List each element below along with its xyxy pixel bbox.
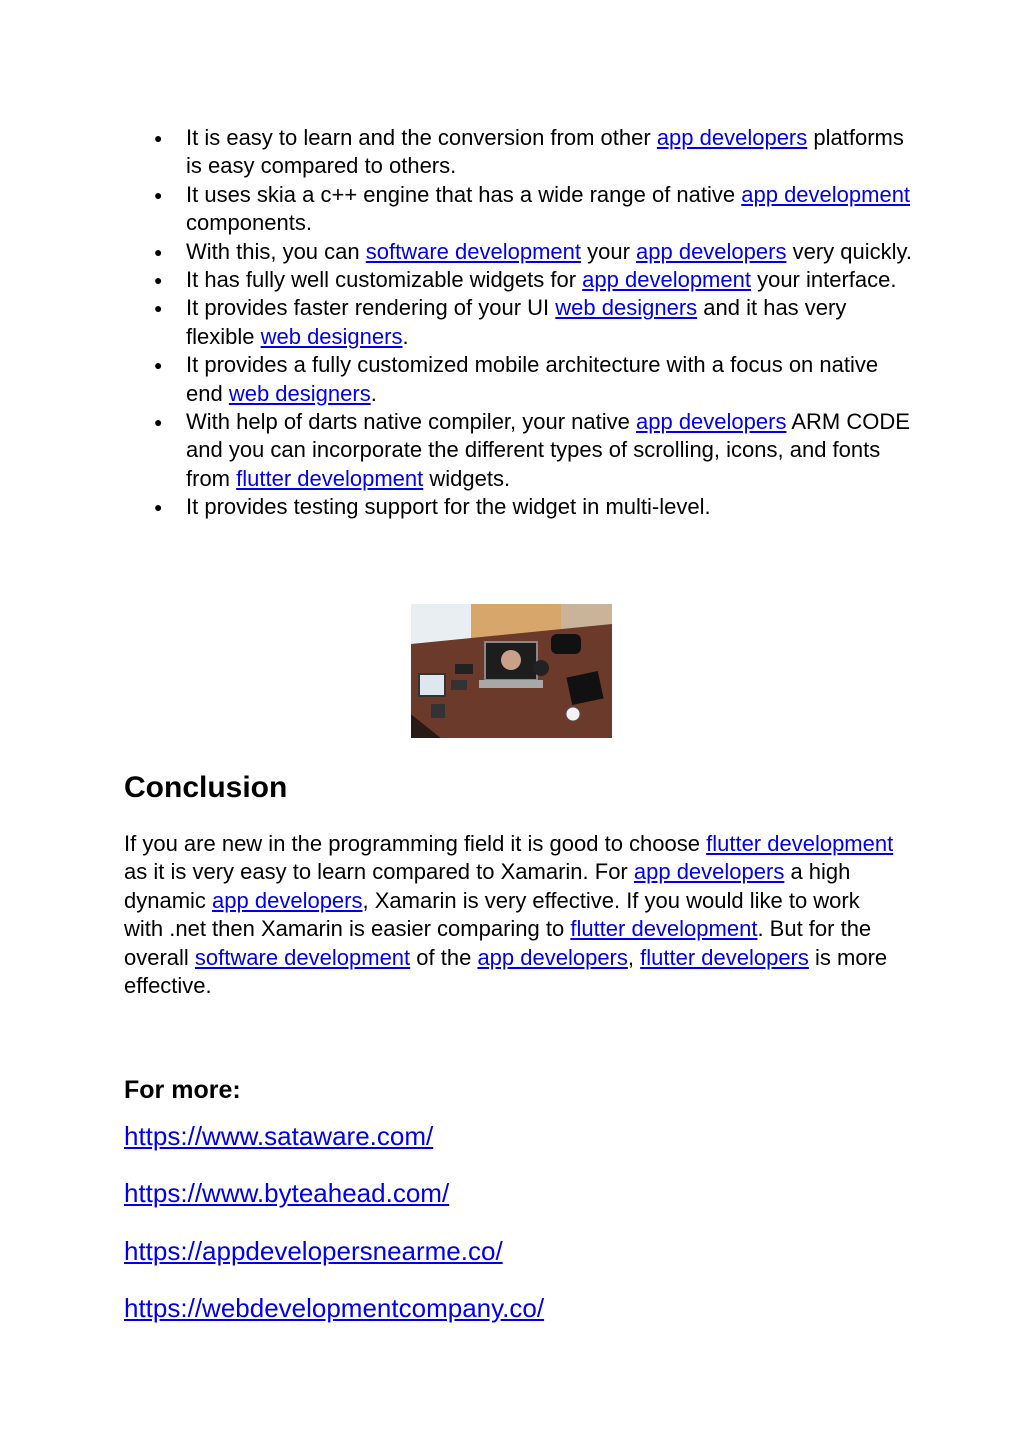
reference-link[interactable]: https://appdevelopersnearme.co/ [124, 1235, 503, 1266]
bullet-item [154, 181, 914, 238]
text-run: is more effective. [124, 944, 888, 999]
text-run: With help of darts native compiler, your native [186, 409, 636, 435]
reference-link-item [124, 1118, 544, 1175]
text-run: widgets. [423, 465, 511, 491]
text-run: , [627, 944, 641, 970]
text-run: platforms is easy compared to others. [186, 125, 904, 179]
link-flutter-development[interactable]: flutter development [706, 831, 894, 856]
text-run: It uses skia a c++ engine that has a wide range of native [186, 181, 742, 207]
link-flutter-development[interactable]: flutter development [570, 916, 758, 942]
bullet-dot-icon: ● [154, 414, 163, 431]
link-app-development[interactable]: app development [741, 181, 911, 207]
link-flutter-developers[interactable]: flutter developers [640, 944, 809, 970]
reference-link[interactable]: https://www.sataware.com/ [124, 1121, 434, 1151]
text-run: If you are new in the programming field it is good to choose [124, 831, 707, 856]
link-app-developers[interactable]: app developers [636, 238, 787, 264]
reference-link-item [124, 1233, 544, 1290]
bullet-item [154, 408, 914, 493]
text-run: very quickly. [786, 238, 912, 264]
text-run: and it has very flexible [186, 295, 847, 349]
text-run: It provides a fully customized mobile architecture with a focus on native end [186, 352, 879, 406]
link-web-designers[interactable]: web designers [260, 323, 403, 349]
text-run: of the [410, 944, 478, 970]
conclusion-paragraph [124, 830, 904, 1000]
bullet-dot-icon: ● [154, 130, 163, 146]
bullet-dot-icon: ● [154, 357, 163, 374]
link-app-developers[interactable]: app developers [656, 125, 808, 150]
bullet-dot-icon: ● [154, 186, 163, 203]
bullet-dot-icon: ● [154, 272, 163, 289]
text-run: It provides testing support for the widget in multi-level. [186, 494, 711, 520]
for-more-heading: For more: [124, 1076, 241, 1104]
link-app-developers[interactable]: app developers [633, 859, 785, 885]
reference-link-item [124, 1290, 544, 1347]
link-app-development[interactable]: app development [582, 267, 751, 293]
text-run: With this, you can [186, 238, 366, 264]
text-run: your interface. [750, 267, 897, 293]
text-run: . [370, 380, 377, 406]
conclusion-heading: Conclusion [124, 771, 288, 804]
bullet-item [154, 238, 914, 266]
text-run: . But for the overall [124, 916, 872, 970]
bullet-item [154, 351, 914, 408]
link-web-designers[interactable]: web designers [555, 295, 698, 321]
text-run: . [402, 323, 409, 349]
bullet-item [154, 493, 914, 521]
reference-link[interactable]: https://www.byteahead.com/ [124, 1178, 450, 1209]
desk-workspace-photo [411, 604, 612, 738]
reference-link-list [124, 1118, 544, 1347]
link-web-designers[interactable]: web designers [228, 380, 371, 406]
bullet-item [154, 266, 914, 294]
link-flutter-development[interactable]: flutter development [236, 465, 424, 491]
text-run: It has fully well customizable widgets for [186, 267, 583, 293]
text-run: ARM CODE and you can incorporate the different types of scrolling, icons, and fonts from [186, 409, 910, 491]
text-run: It is easy to learn and the conversion from other [186, 125, 657, 150]
link-app-developers[interactable]: app developers [212, 887, 363, 913]
text-run: components. [186, 210, 312, 236]
bullet-dot-icon: ● [154, 300, 163, 317]
text-run: your [580, 238, 637, 264]
reference-link[interactable]: https://webdevelopmentcompany.co/ [124, 1292, 545, 1323]
text-run: as it is very easy to learn compared to Xamarin. For [124, 859, 634, 885]
text-run: It provides faster rendering of your UI [186, 295, 556, 321]
link-app-developers[interactable]: app developers [477, 944, 628, 970]
reference-link-item [124, 1175, 544, 1232]
feature-bullet-list [154, 124, 914, 522]
link-app-developers[interactable]: app developers [636, 409, 787, 435]
link-software-development[interactable]: software development [194, 944, 411, 970]
text-run: a high dynamic [124, 859, 851, 913]
link-software-development[interactable]: software development [365, 238, 581, 264]
bullet-dot-icon: ● [154, 499, 163, 516]
bullet-dot-icon: ● [154, 243, 163, 260]
bullet-item [154, 124, 914, 181]
bullet-item [154, 294, 914, 351]
text-run: , Xamarin is very effective. If you would like to work with .net then Xamarin is easier comparing to [124, 887, 860, 942]
